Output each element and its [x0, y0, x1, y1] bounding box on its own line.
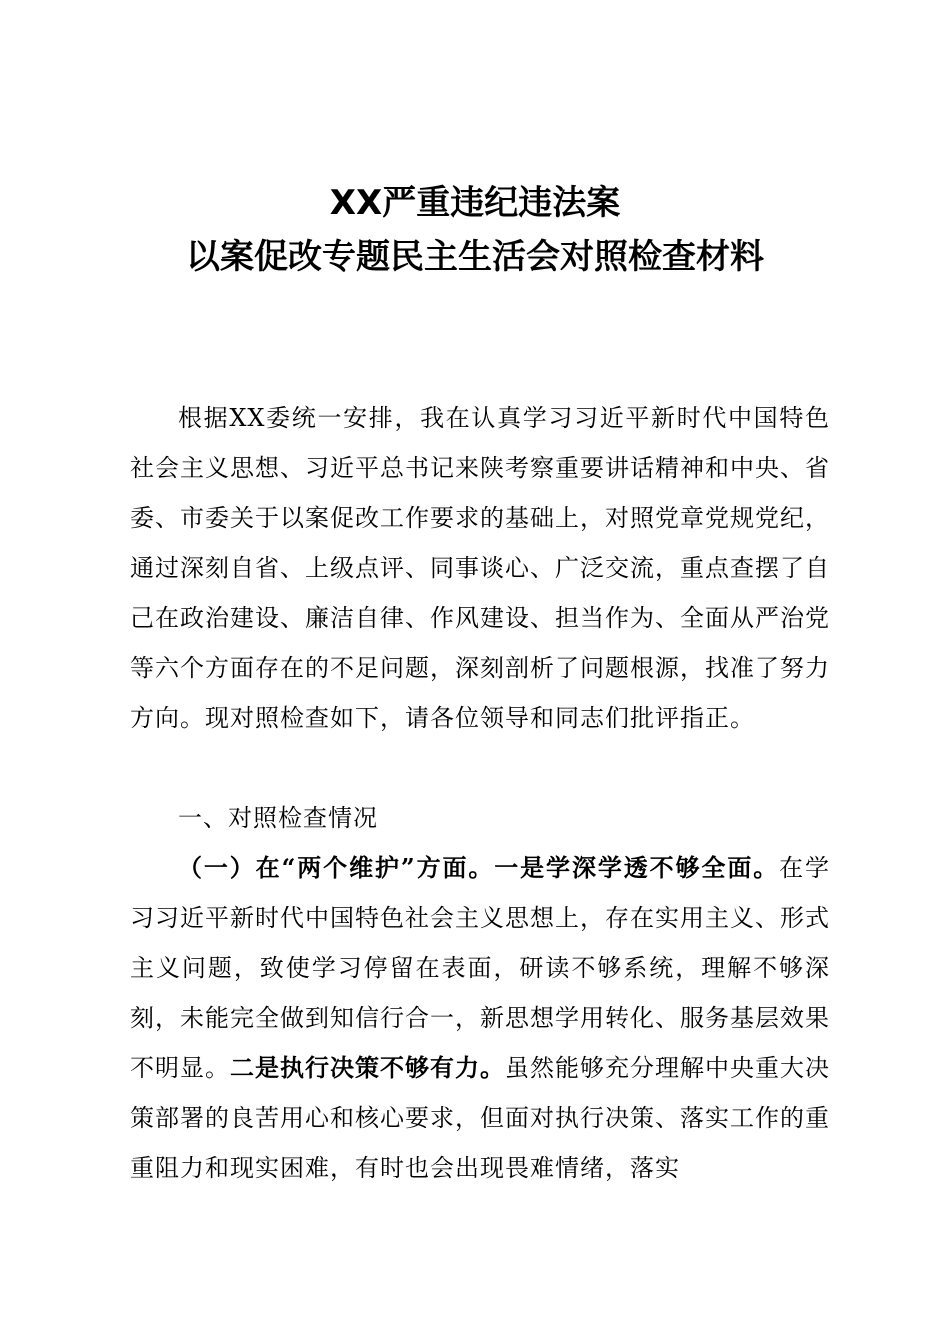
section-1-paragraph — [130, 843, 830, 1193]
point-1-heading: 一是学深学透不够全面。 — [494, 853, 780, 882]
point-2-heading: 二是执行决策不够有力。 — [230, 1053, 505, 1082]
subsection-heading: （一）在“两个维护”方面。 — [178, 853, 495, 882]
section-heading-1: 一、对照检查情况 — [178, 804, 378, 832]
document-title-line-2: 以案促改专题民主生活会对照检查材料 — [186, 237, 764, 277]
point-2-text: 虽然能够充分理解中央重大决策部署的良苦用心和核心要求，但面对执行决策、落实工作的重重阻力和现实困难，有时也会出现畏难情绪，落实 — [130, 1054, 830, 1182]
intro-paragraph: 根据XX委统一安排，我在认真学习习近平新时代中国特色社会主义思想、习近平总书记来陕考察重要讲话精神和中央、省委、市委关于以案促改工作要求的基础上，对照党章党规党纪，通过深刻自省、上级点评、同事谈心、广泛交流，重点查摆了自己在政治建设、廉洁自律、作风建设、担当作为、全面从严治党等六个方面存在的不足问题，深刻剖析了问题根源，找准了努力方向。现对照检查如下，请各位领导和同志们批评指正。 — [130, 404, 830, 732]
point-1-text: 在学习习近平新时代中国特色社会主义思想上，存在实用主义、形式主义问题，致使学习停留在表面，研读不够系统，理解不够深刻，未能完全做到知信行合一，新思想学用转化、服务基层效果不明显。 — [130, 854, 831, 1082]
document-title-line-1: XX严重违纪违法案 — [329, 183, 621, 223]
